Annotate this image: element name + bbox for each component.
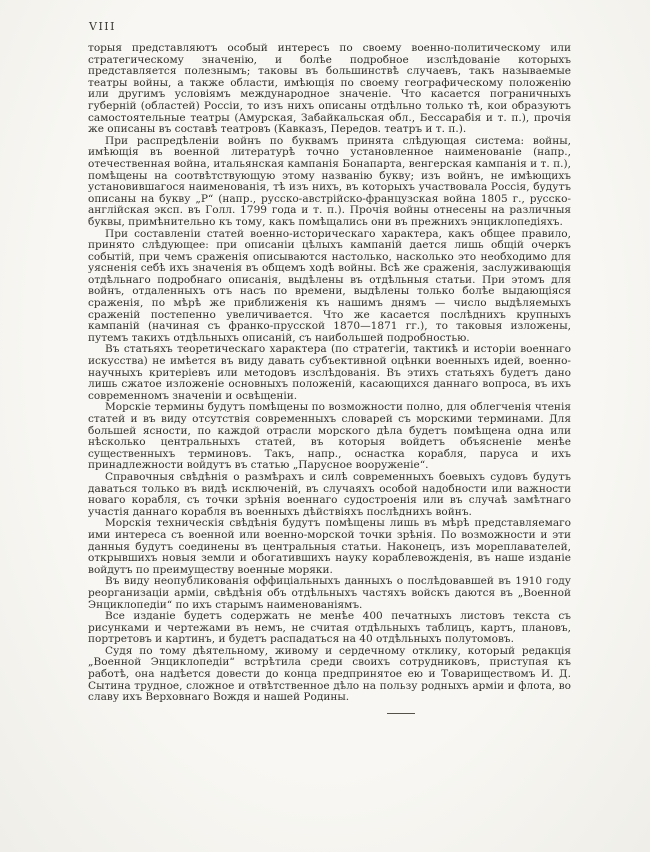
paragraph: При распредѣленіи войнъ по буквамъ принята слѣдующая система: войны, имѣющія въ военной литературѣ точно установленное наименованіе (напр., отечественная война, итальянская кампанія Бонапарта, венгерская кампанія и т. п.), помѣщены на соотвѣтствующую этому названію букву; изъ войнъ, не имѣющихъ установившагося наименованія, тѣ изъ нихъ, въ которыхъ участвовала Россія, будутъ описаны на букву „Р“ (напр., русско-австрійско-французская война 1805 г., русско-англійская эксп. въ Голл. 1799 года и т. п.). Прочія войны отнесены на различныя буквы, примѣнительно къ тому, какъ помѣщались они въ прежнихъ энциклопедіяхъ. — [88, 134, 571, 228]
paragraph: Справочныя свѣдѣнія о размѣрахъ и силѣ современныхъ боевыхъ судовъ будутъ даваться только въ видѣ исключеній, въ случаяхъ особой надобности или важности новаго корабля, съ точки зрѣнія военнаго судостроенія или въ случаѣ замѣтнаго участія даннаго корабля въ военныхъ дѣйствіяхъ послѣднихъ войнъ. — [88, 470, 571, 518]
text-block — [88, 43, 571, 714]
paragraph: Судя по тому дѣятельному, живому и сердечному отклику, который редакція „Военной Энциклопедіи“ встрѣтила среди своихъ сотрудниковъ, приступая къ работѣ, она надѣется довести до конца предпринятое ею и Товариществомъ И. Д. Сытина трудное, сложное и отвѣтственное дѣло на пользу родныхъ арміи и флота, во славу ихъ Верховнаго Вождя и нашей Родины. — [88, 644, 571, 704]
page-number: VIII — [89, 20, 116, 33]
end-of-text-rule — [387, 713, 415, 714]
paragraph: Въ виду неопубликованія оффиціальныхъ данныхъ о послѣдовавшей въ 1910 году реорганизаціи арміи, свѣдѣнія объ отдѣльныхъ частяхъ войскъ даются въ „Военной Энциклопедіи“ по ихъ старымъ наименованіямъ. — [88, 575, 571, 611]
paragraph: При составленіи статей военно-историческаго характера, какъ общее правило, принято слѣдующее: при описаніи цѣлыхъ кампаній дается лишь общій очеркъ событій, при чемъ сраженія описываются настолько, насколько это необходимо для уясненія себѣ ихъ значенія въ общемъ ходѣ войны. Всѣ же сраженія, заслуживающія отдѣльнаго подробнаго описанія, выдѣлены въ отдѣльныя статьи. При этомъ для войнъ, отдаленныхъ отъ насъ по времени, выдѣлены только болѣе выдающіяся сраженія, по мѣрѣ же приближенія къ нашимъ днямъ — число выдѣляемыхъ сраженій постепенно увеличивается. Что же касается послѣднихъ крупныхъ кампаній (начиная съ франко-прусской 1870—1871 гг.), то таковыя изложены, путемъ такихъ отдѣльныхъ описаній, съ наибольшей подробностью. — [88, 227, 571, 344]
paragraph-continuation: торыя представляютъ особый интересъ по своему военно-политическому или стратегическому значенію, и болѣе подробное изслѣдованіе которыхъ представляется полезнымъ; таковы въ большинствѣ случаевъ, такъ называемые театры войны, а также области, имѣющія по своему географическому положенію или другимъ условіямъ международное значеніе. Что касается пограничныхъ губерній (областей) Россіи, то изъ нихъ описаны отдѣльно только тѣ, кои образуютъ самостоятельные театры (Амурская, Забайкальская обл., Бессарабія и т. п.), прочія же описаны въ составѣ театровъ (Кавказъ, Передов. театръ и т. п.). — [88, 42, 571, 136]
paragraph: Въ статьяхъ теоретическаго характера (по стратегіи, тактикѣ и исторіи военнаго искусства) не имѣется въ виду давать субъективной оцѣнки военныхъ идей, военно-научныхъ критеріевъ или методовъ изслѣдованія. Въ этихъ статьяхъ будетъ дано лишь сжатое изложеніе основныхъ положеній, касающихся даннаго вопроса, въ ихъ современномъ значеніи и освѣщеніи. — [88, 343, 571, 402]
paragraph: Все изданіе будетъ содержать не менѣе 400 печатныхъ листовъ текста съ рисунками и чертежами въ немъ, не считая отдѣльныхъ таблицъ, картъ, плановъ, портретовъ и картинъ, и будетъ распадаться на 40 отдѣльныхъ полутомовъ. — [88, 610, 571, 646]
paragraph: Морскія техническія свѣдѣнія будутъ помѣщены лишь въ мѣрѣ представляемаго ими интереса съ военной или военно-морской точки зрѣнія. По возможности и эти данныя будутъ соединены въ центральныя статьи. Наконецъ, изъ мореплавателей, открывшихъ новыя земли и обогатившихъ науку кораблевожденія, въ наше изданіе войдутъ по преимуществу военные моряки. — [88, 517, 571, 576]
paragraph: Морскіе термины будутъ помѣщены по возможности полно, для облегченія чтенія статей и въ виду отсутствія современныхъ словарей съ морскими терминами. Для большей ясности, по каждой отрасли морского дѣла будетъ помѣщена одна или нѣсколько центральныхъ статей, въ которыя войдетъ объясненіе менѣе существенныхъ терминовъ. Такъ, напр., оснастка корабля, паруса и ихъ принадлежности войдутъ въ статью „Парусное вооруженіе“. — [88, 401, 571, 472]
